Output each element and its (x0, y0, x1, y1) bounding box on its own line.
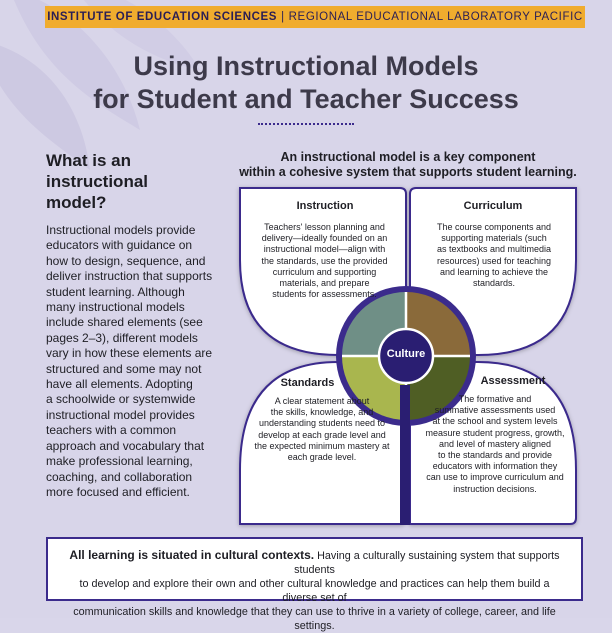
header-separator: | (281, 11, 285, 23)
text-line: students for assessments. (272, 289, 377, 300)
text-line: each grade level. (287, 452, 357, 463)
body-line: include shared elements (see (46, 315, 203, 330)
text-line: can use to improve curriculum and (426, 472, 564, 483)
callout-lead: All learning is situated in cultural contexts. (69, 548, 315, 562)
body-line: deliver instruction that supports (46, 269, 213, 284)
body-line: instructional model provides (46, 407, 195, 422)
body-line: student learning. Although (46, 284, 185, 299)
callout-line-3: communication skills and knowledge that they can use to thrive in a variety of college, career, and life settings. (73, 606, 556, 632)
text-line: the expected minimum mastery at (254, 440, 390, 451)
body-line: how to design, sequence, and (46, 253, 206, 268)
standards-title: Standards (280, 377, 335, 389)
heading-line: instructional (46, 172, 149, 191)
dotted-divider (258, 123, 354, 127)
body-line: approach and vocabulary that (46, 438, 205, 453)
text-line: the skills, knowledge, and (270, 407, 374, 418)
standards-text (238, 396, 406, 463)
instruction-text (242, 222, 407, 300)
callout-line-2: to develop and explore their own and other cultural knowledge and practices can help them build a diverse set of (79, 578, 550, 604)
body-line: more focused and efficient. (46, 484, 190, 499)
text-line: materials, and prepare (279, 278, 370, 289)
text-line: instructional model—align with (263, 244, 386, 255)
text-line: at the school and system levels (432, 416, 558, 427)
instruction-title: Instruction (296, 200, 354, 212)
heading-line: model? (46, 193, 107, 212)
body-line: make professional learning, (46, 454, 193, 469)
sidebar-body (46, 223, 216, 500)
text-line: Teachers' lesson planning and (264, 222, 385, 232)
text-line: and learning to achieve the (439, 266, 549, 277)
text-line: resources) used for teaching (436, 255, 552, 266)
body-line: teachers with a common (46, 423, 177, 438)
org-name: INSTITUTE OF EDUCATION SCIENCES (47, 11, 278, 23)
text-line: curriculum and supporting (272, 266, 377, 277)
body-line: Instructional models provide (46, 223, 196, 237)
instructional-model-diagram (220, 180, 612, 525)
curriculum-title: Curriculum (463, 200, 523, 212)
body-line: a schoolwide or systemwide (46, 392, 196, 407)
intro-line: An instructional model is a key component (280, 150, 536, 164)
title-line-2: for Student and Teacher Success (93, 84, 519, 114)
text-line: educators with information they (432, 461, 558, 472)
header-bar (45, 6, 585, 28)
text-line: summative assessments used (434, 405, 556, 416)
assessment-text (412, 394, 578, 495)
body-line: structured and some may not (46, 361, 202, 376)
text-line: delivery—ideally founded on an (261, 233, 388, 244)
culture-label: Culture (386, 348, 426, 360)
diagram-intro (232, 150, 584, 180)
text-line: develop at each grade level and (258, 429, 386, 440)
body-line: pages 2–3), different models (46, 330, 198, 345)
body-line: educators with guidance on (46, 238, 193, 253)
curriculum-text (414, 222, 574, 289)
text-line: the standards, use the provided (261, 255, 388, 266)
body-line: have all elements. Adopting (46, 377, 193, 392)
text-line: supporting materials (such (441, 233, 547, 244)
callout-line-1 (62, 548, 567, 577)
text-line: A clear statement about (274, 396, 370, 406)
body-line: many instructional models (46, 300, 185, 315)
assessment-title: Assessment (480, 375, 546, 387)
cultural-context-callout (46, 537, 583, 632)
text-line: understanding students need to (258, 418, 386, 429)
body-line: coaching, and collaboration (46, 469, 193, 484)
intro-line: within a cohesive system that supports student learning. (239, 165, 577, 179)
text-line: to the standards and provide (437, 450, 553, 461)
sidebar-heading (46, 150, 206, 213)
text-line: standards. (472, 278, 516, 289)
text-line: The course components and (436, 222, 552, 232)
text-line: measure student progress, growth, (425, 427, 565, 438)
text-line: as textbooks and multimedia (436, 244, 552, 255)
page-title (0, 50, 612, 116)
title-line-1: Using Instructional Models (133, 51, 479, 81)
callout-line-1-rest: Having a culturally sustaining system that supports students (294, 550, 560, 576)
lab-name: REGIONAL EDUCATIONAL LABORATORY PACIFIC (288, 11, 583, 23)
text-line: and level of mastery aligned (438, 438, 552, 449)
heading-line: What is an (46, 151, 132, 170)
text-line: The formative and (458, 394, 532, 404)
body-line: vary in how these elements are (46, 346, 213, 361)
text-line: instruction decisions. (453, 483, 537, 494)
